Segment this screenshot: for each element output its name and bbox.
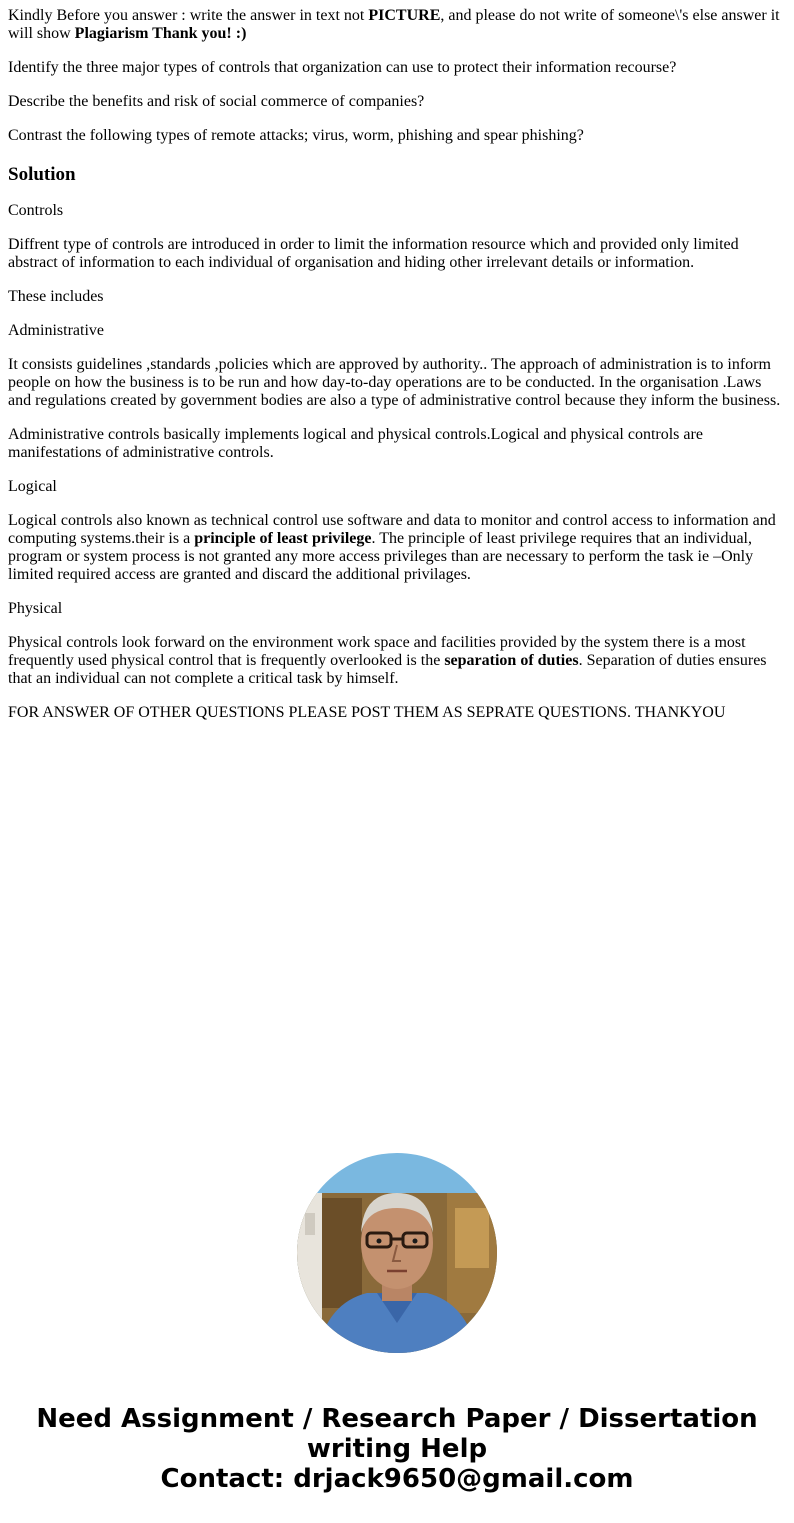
question-2: Describe the benefits and risk of social commerce of companies? (8, 93, 425, 110)
logical-text-1: Logical controls also known as technical control use software and data to monitor and control access to information and computing systems.their is a (8, 512, 776, 547)
intro-text-2: , and please do not write of someone\'s else answer it will show (8, 7, 780, 42)
intro-bold-plagiarism: Plagiarism Thank you! :) (74, 25, 247, 42)
intro-bold-picture: PICTURE (368, 7, 441, 24)
controls-title: Controls (8, 202, 64, 219)
logical-bold-term: principle of least privilege (194, 530, 372, 547)
logical-title: Logical (8, 478, 57, 495)
question-intro (8, 7, 786, 43)
logical-text-2: . The principle of least privilege requires that an individual, program or system process is not granted any more access privileges than are necessary to perform the task ie –Only limited required access are granted and discard the additional privilages. (8, 530, 754, 583)
promo-line-2: writing Help (306, 1434, 488, 1464)
promo-contact: Contact: drjack9650@gmail.com (160, 1464, 634, 1494)
logical-paragraph (8, 512, 786, 584)
physical-text-2: . Separation of duties ensures that an individual can not complete a critical task by himself. (8, 652, 767, 687)
these-includes: These includes (8, 288, 104, 305)
author-photo (297, 1153, 497, 1353)
question-3: Contrast the following types of remote attacks; virus, worm, phishing and spear phishing? (8, 127, 584, 144)
question-1: Identify the three major types of controls that organization can use to protect their information recourse? (8, 59, 677, 76)
promo-line-1: Need Assignment / Research Paper / Dissertation (36, 1404, 758, 1434)
promo-banner (0, 1404, 794, 1494)
administrative-title: Administrative (8, 322, 104, 339)
physical-bold-term: separation of duties (444, 652, 579, 669)
physical-text-1: Physical controls look forward on the environment work space and facilities provided by the system there is a most frequently used physical control that is frequently overlooked is the (8, 634, 746, 669)
physical-paragraph (8, 634, 786, 688)
closing-note: FOR ANSWER OF OTHER QUESTIONS PLEASE POST THEM AS SEPRATE QUESTIONS. THANKYOU (8, 704, 726, 721)
solution-heading: Solution (8, 164, 76, 185)
controls-intro: Diffrent type of controls are introduced in order to limit the information resource which and provided only limited abstract of information to each individual of organisation and hiding other irrelevant details or information. (8, 236, 739, 271)
document-body (8, 7, 786, 738)
intro-text-1: Kindly Before you answer : write the answer in text not (8, 7, 369, 24)
administrative-paragraph-2: Administrative controls basically implements logical and physical controls.Logical and physical controls are manifestations of administrative controls. (8, 426, 703, 461)
author-avatar (297, 1153, 497, 1353)
administrative-paragraph-1: It consists guidelines ,standards ,policies which are approved by authority.. The approach of administration is to inform people on how the business is to be run and how day-to-day operations are to be conducted. In the organisation .Laws and regulations created by government bodies are also a type of administrative control because they inform the business. (8, 356, 781, 409)
physical-title: Physical (8, 600, 63, 617)
